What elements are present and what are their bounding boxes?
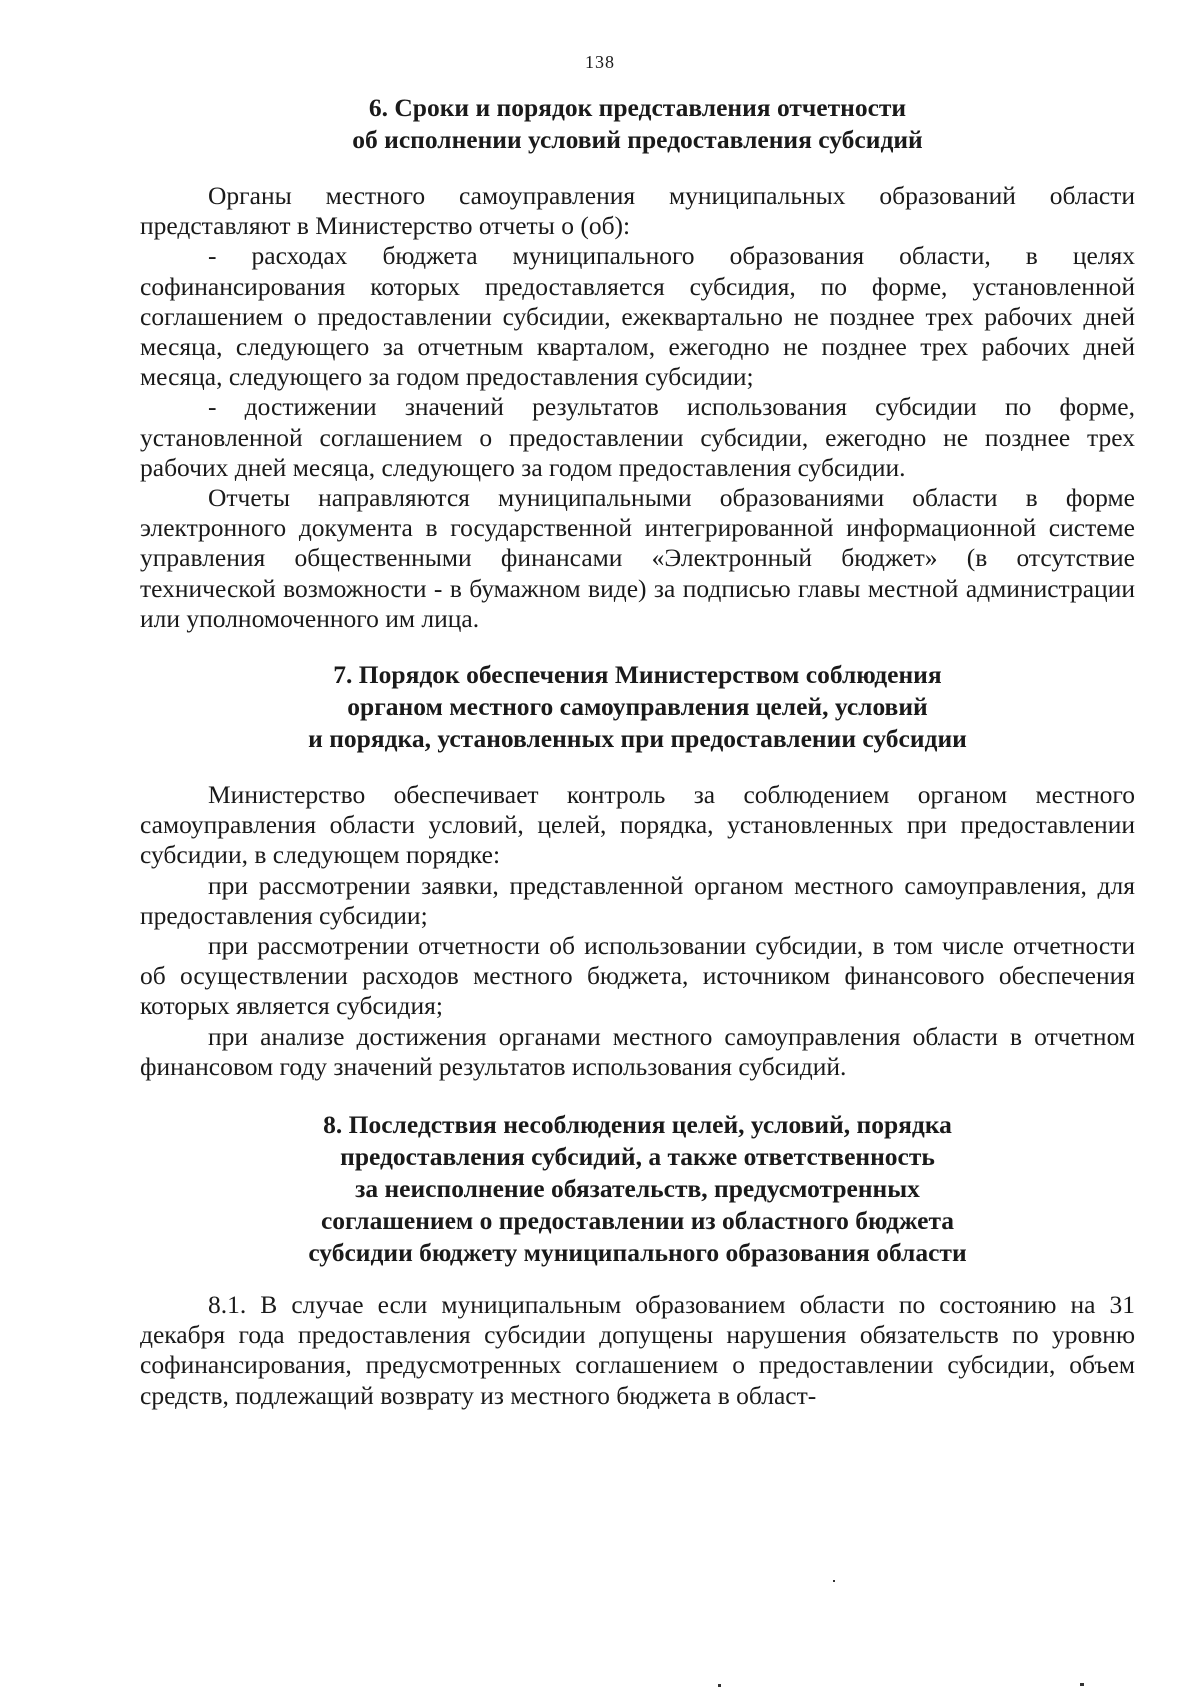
paragraph: Отчеты направляются муниципальными образованиями области в форме электронного документа в государственной интегрированной информационной системе управления общественными финансами «Электронный бюджет» (в отсутствие технической возможности - в бумажном виде) за подписью главы местной администрации или уполномоченного им лица.: [140, 483, 1135, 633]
section-6-heading: [140, 92, 1135, 156]
section-7-heading: [140, 659, 1135, 755]
paragraph: Органы местного самоуправления муниципальных образований области представляют в Министерство отчеты о (об):: [140, 181, 1135, 241]
section-heading-line: и порядка, установленных при предоставлении субсидии: [308, 724, 967, 753]
section-7-body: [140, 780, 1135, 1082]
section-heading-line: соглашением о предоставлении из областного бюджета: [320, 1206, 955, 1235]
paragraph: Министерство обеспечивает контроль за соблюдением органом местного самоуправления области условий, целей, порядка, установленных при предоставлении субсидии, в следующем порядке:: [140, 780, 1135, 870]
paragraph: - достижении значений результатов использования субсидии по форме, установленной соглашением о предоставлении субсидии, ежегодно не позднее трех рабочих дней месяца, следующего за годом предоставления субсидии.: [140, 392, 1135, 482]
section-heading-line: 7. Порядок обеспечения Министерством соблюдения: [333, 660, 942, 689]
section-heading-line: 8. Последствия несоблюдения целей, условий, порядка: [323, 1110, 952, 1139]
scan-speck: [718, 1684, 721, 1687]
paragraph: при рассмотрении отчетности об использовании субсидии, в том числе отчетности об осуществлении расходов местного бюджета, источником финансового обеспечения которых является субсидия;: [140, 931, 1135, 1021]
page-number: 138: [585, 52, 615, 72]
section-heading-line: 6. Сроки и порядок представления отчетности: [368, 93, 907, 122]
paragraph: при рассмотрении заявки, представленной органом местного самоуправления, для предоставления субсидии;: [140, 870, 1135, 930]
paragraph: - расходах бюджета муниципального образования области, в целях софинансирования которых предоставляется субсидия, по форме, установленной соглашением о предоставлении субсидии, ежеквартально не позднее трех рабочих дней месяца, следующего за отчетным кварталом, ежегодно не позднее трех рабочих дней месяца, следующего за годом предоставления субсидии;: [140, 241, 1135, 392]
scan-speck: [1080, 1683, 1084, 1686]
section-heading-line: за неисполнение обязательств, предусмотренных: [355, 1174, 920, 1203]
section-heading-line: органом местного самоуправления целей, условий: [347, 692, 928, 721]
scan-speck: [833, 1580, 835, 1582]
paragraph: 8.1. В случае если муниципальным образованием области по состоянию на 31 декабря года предоставления субсидии допущены нарушения обязательств по уровню софинансирования, предусмотренных соглашением о предоставлении субсидии, объем средств, подлежащий возврату из местного бюджета в област-: [140, 1290, 1135, 1410]
section-8-body: [140, 1290, 1135, 1411]
section-heading-line: предоставления субсидий, а также ответственность: [340, 1142, 935, 1171]
paragraph: при анализе достижения органами местного самоуправления области в отчетном финансовом году значений результатов использования субсидий.: [140, 1021, 1135, 1081]
section-6-body: [140, 181, 1135, 634]
section-heading-line: субсидии бюджету муниципального образования области: [308, 1238, 967, 1267]
section-8-heading: [140, 1109, 1135, 1269]
section-heading-line: об исполнении условий предоставления субсидий: [352, 125, 923, 154]
